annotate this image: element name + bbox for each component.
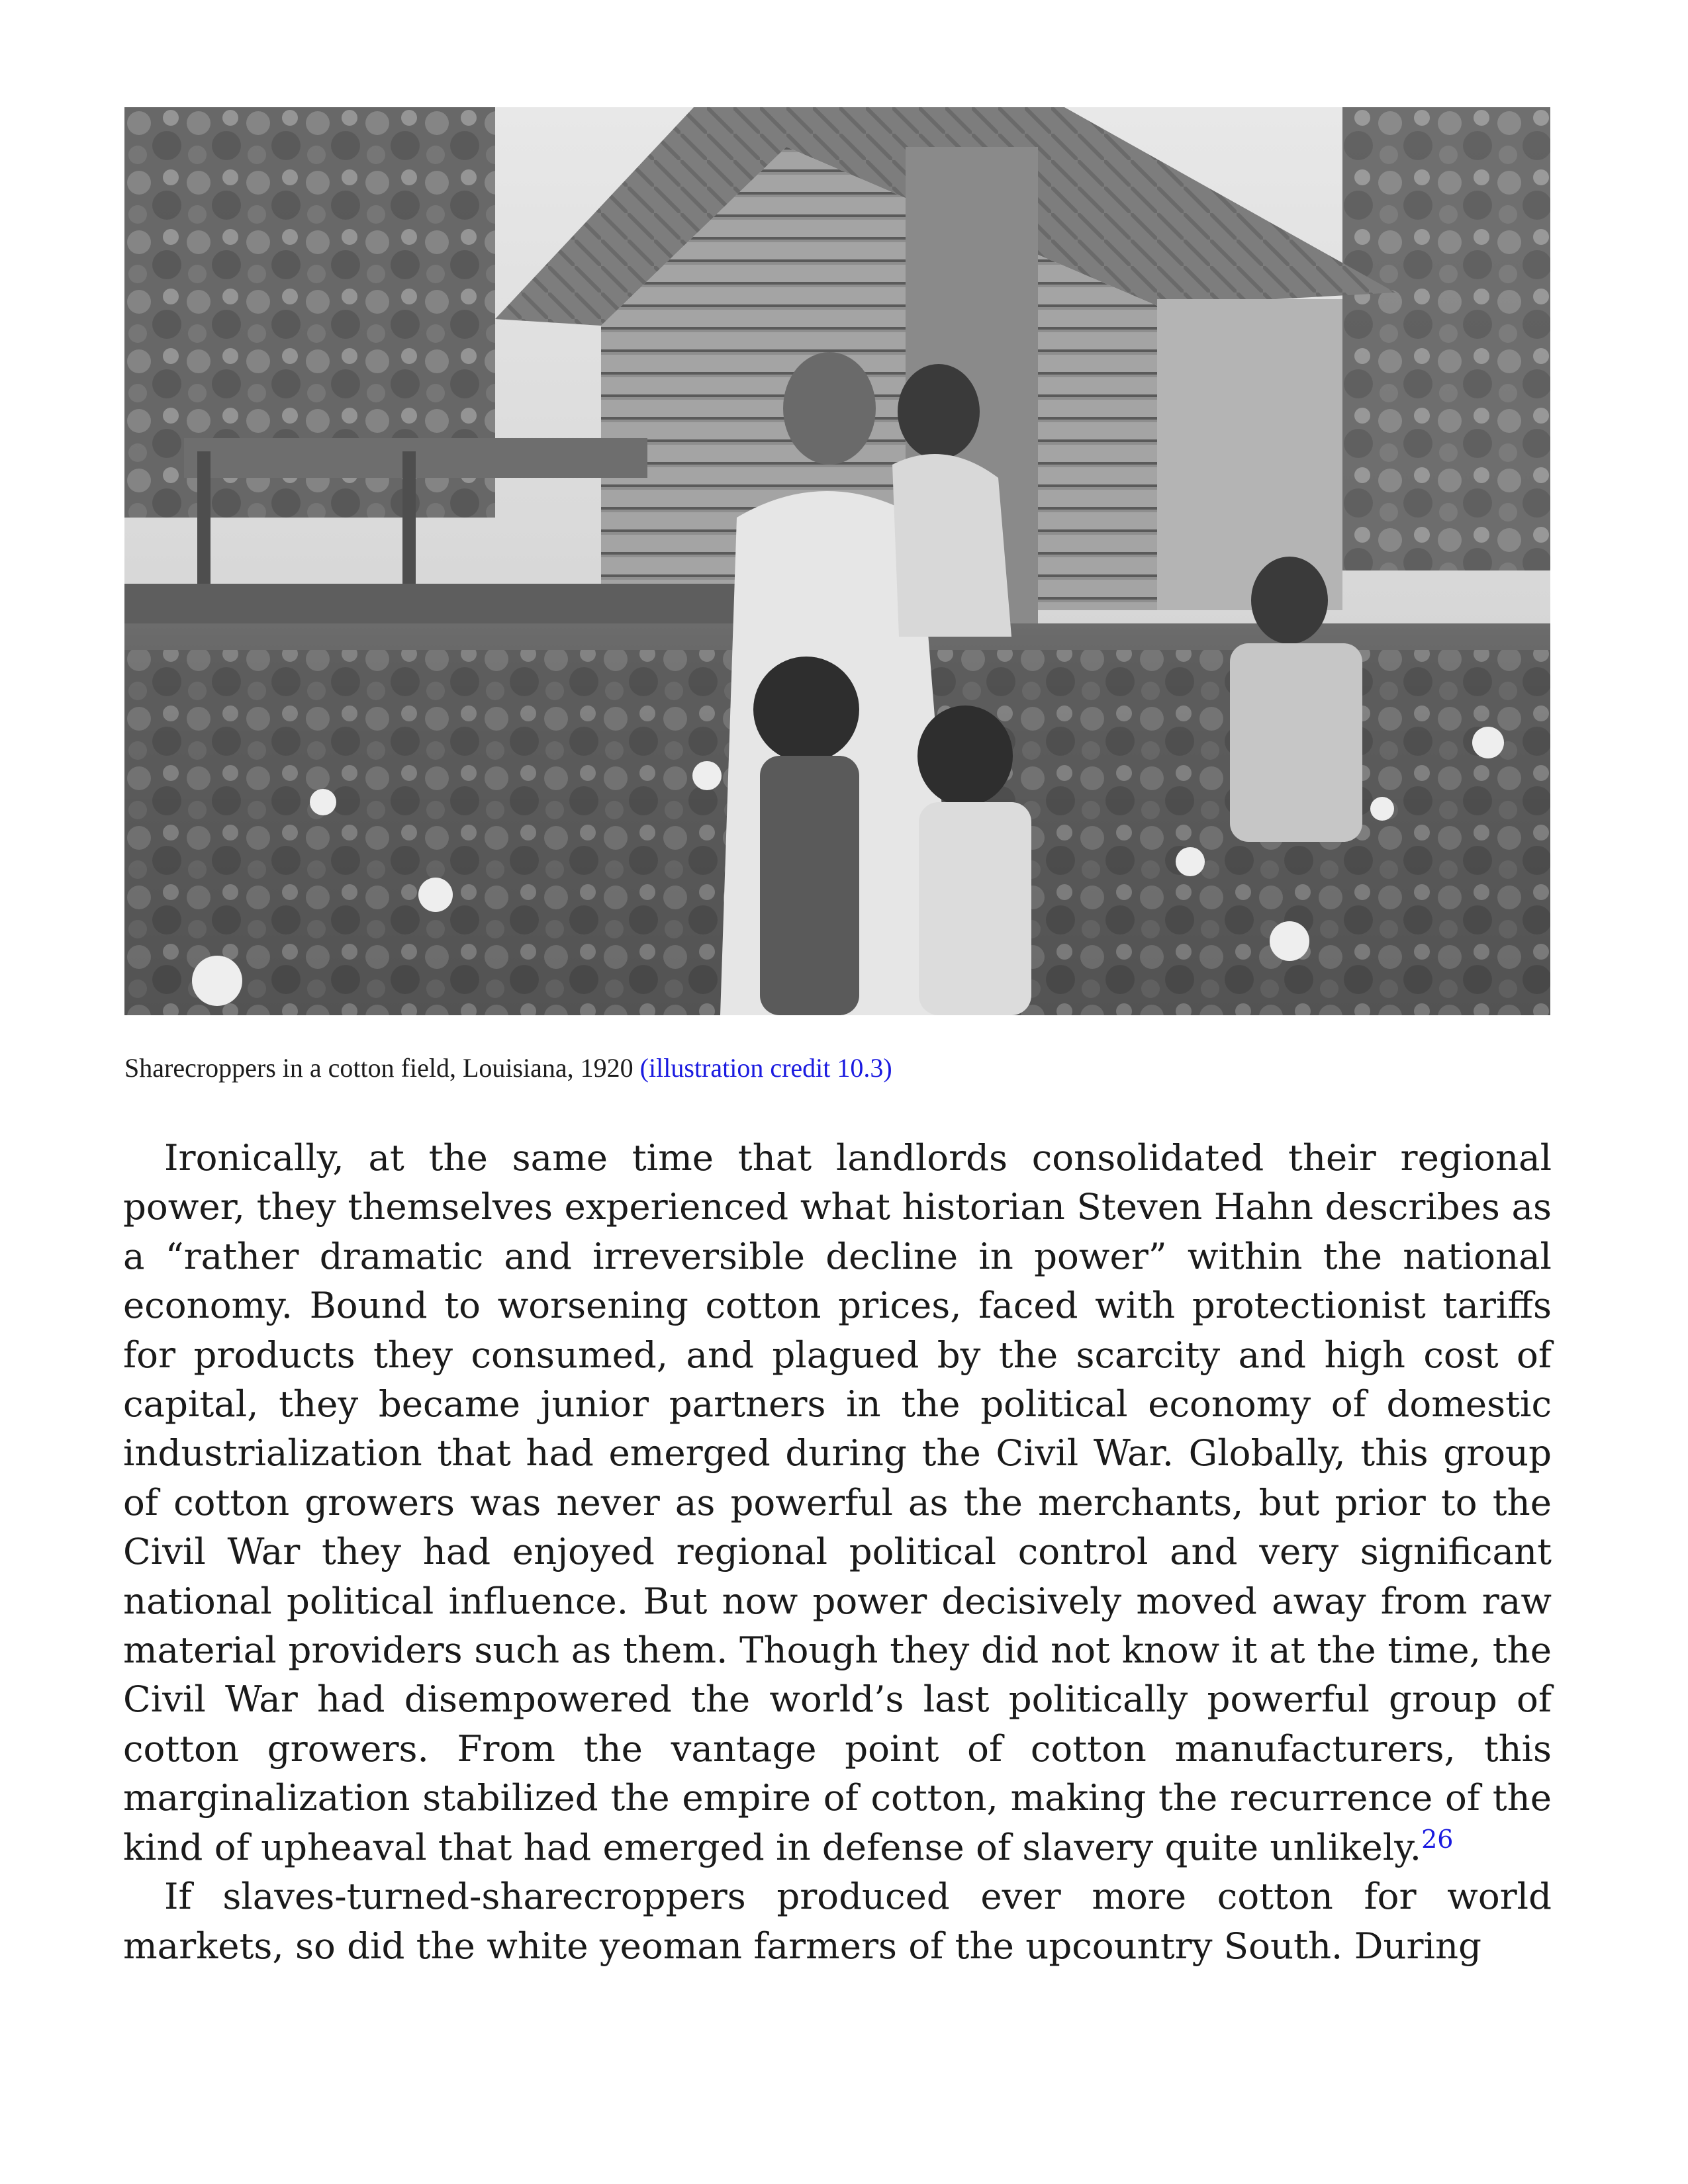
caption-text: Sharecroppers in a cotton field, Louisiana, 1920 — [124, 1053, 633, 1083]
paragraph-text: If slaves-turned-sharecroppers produced ever more cotton for world markets, so did the white yeoman farmers of the upcountry South. During — [123, 1875, 1552, 1967]
paragraph — [123, 1872, 1552, 1970]
body-text — [123, 1133, 1552, 1970]
footnote-link[interactable]: 26 — [1421, 1824, 1454, 1854]
sharecroppers-photo — [124, 107, 1550, 1015]
illustration-credit-link[interactable]: (illustration credit 10.3) — [639, 1053, 892, 1083]
photo-illustration — [124, 107, 1550, 1015]
paragraph — [123, 1133, 1552, 1872]
figure-caption — [124, 1051, 1550, 1085]
paragraph-text: Ironically, at the same time that landlords consolidated their regional power, they themselves experienced what historian Steven Hahn describes as a “rather dramatic and irreversible decline in power” within the national economy. Bound to worsening cotton prices, faced with protectionist tariffs for products they consumed, and plagued by the scarcity and high cost of capital, they became junior partners in the political economy of domestic industrialization that had emerged during the Civil War. Globally, this group of cotton growers was never as powerful as the merchants, but prior to the Civil War they had enjoyed regional political control and very significant national political influence. But now power decisively moved away from raw material providers such as them. Though they did not know it at the time, the Civil War had disempowered the world’s last politically powerful group of cotton growers. From the vantage point of cotton manufacturers, this marginalization stabilized the empire of cotton, making the recurrence of the kind of upheaval that had emerged in defense of slavery quite unlikely. — [123, 1136, 1552, 1868]
